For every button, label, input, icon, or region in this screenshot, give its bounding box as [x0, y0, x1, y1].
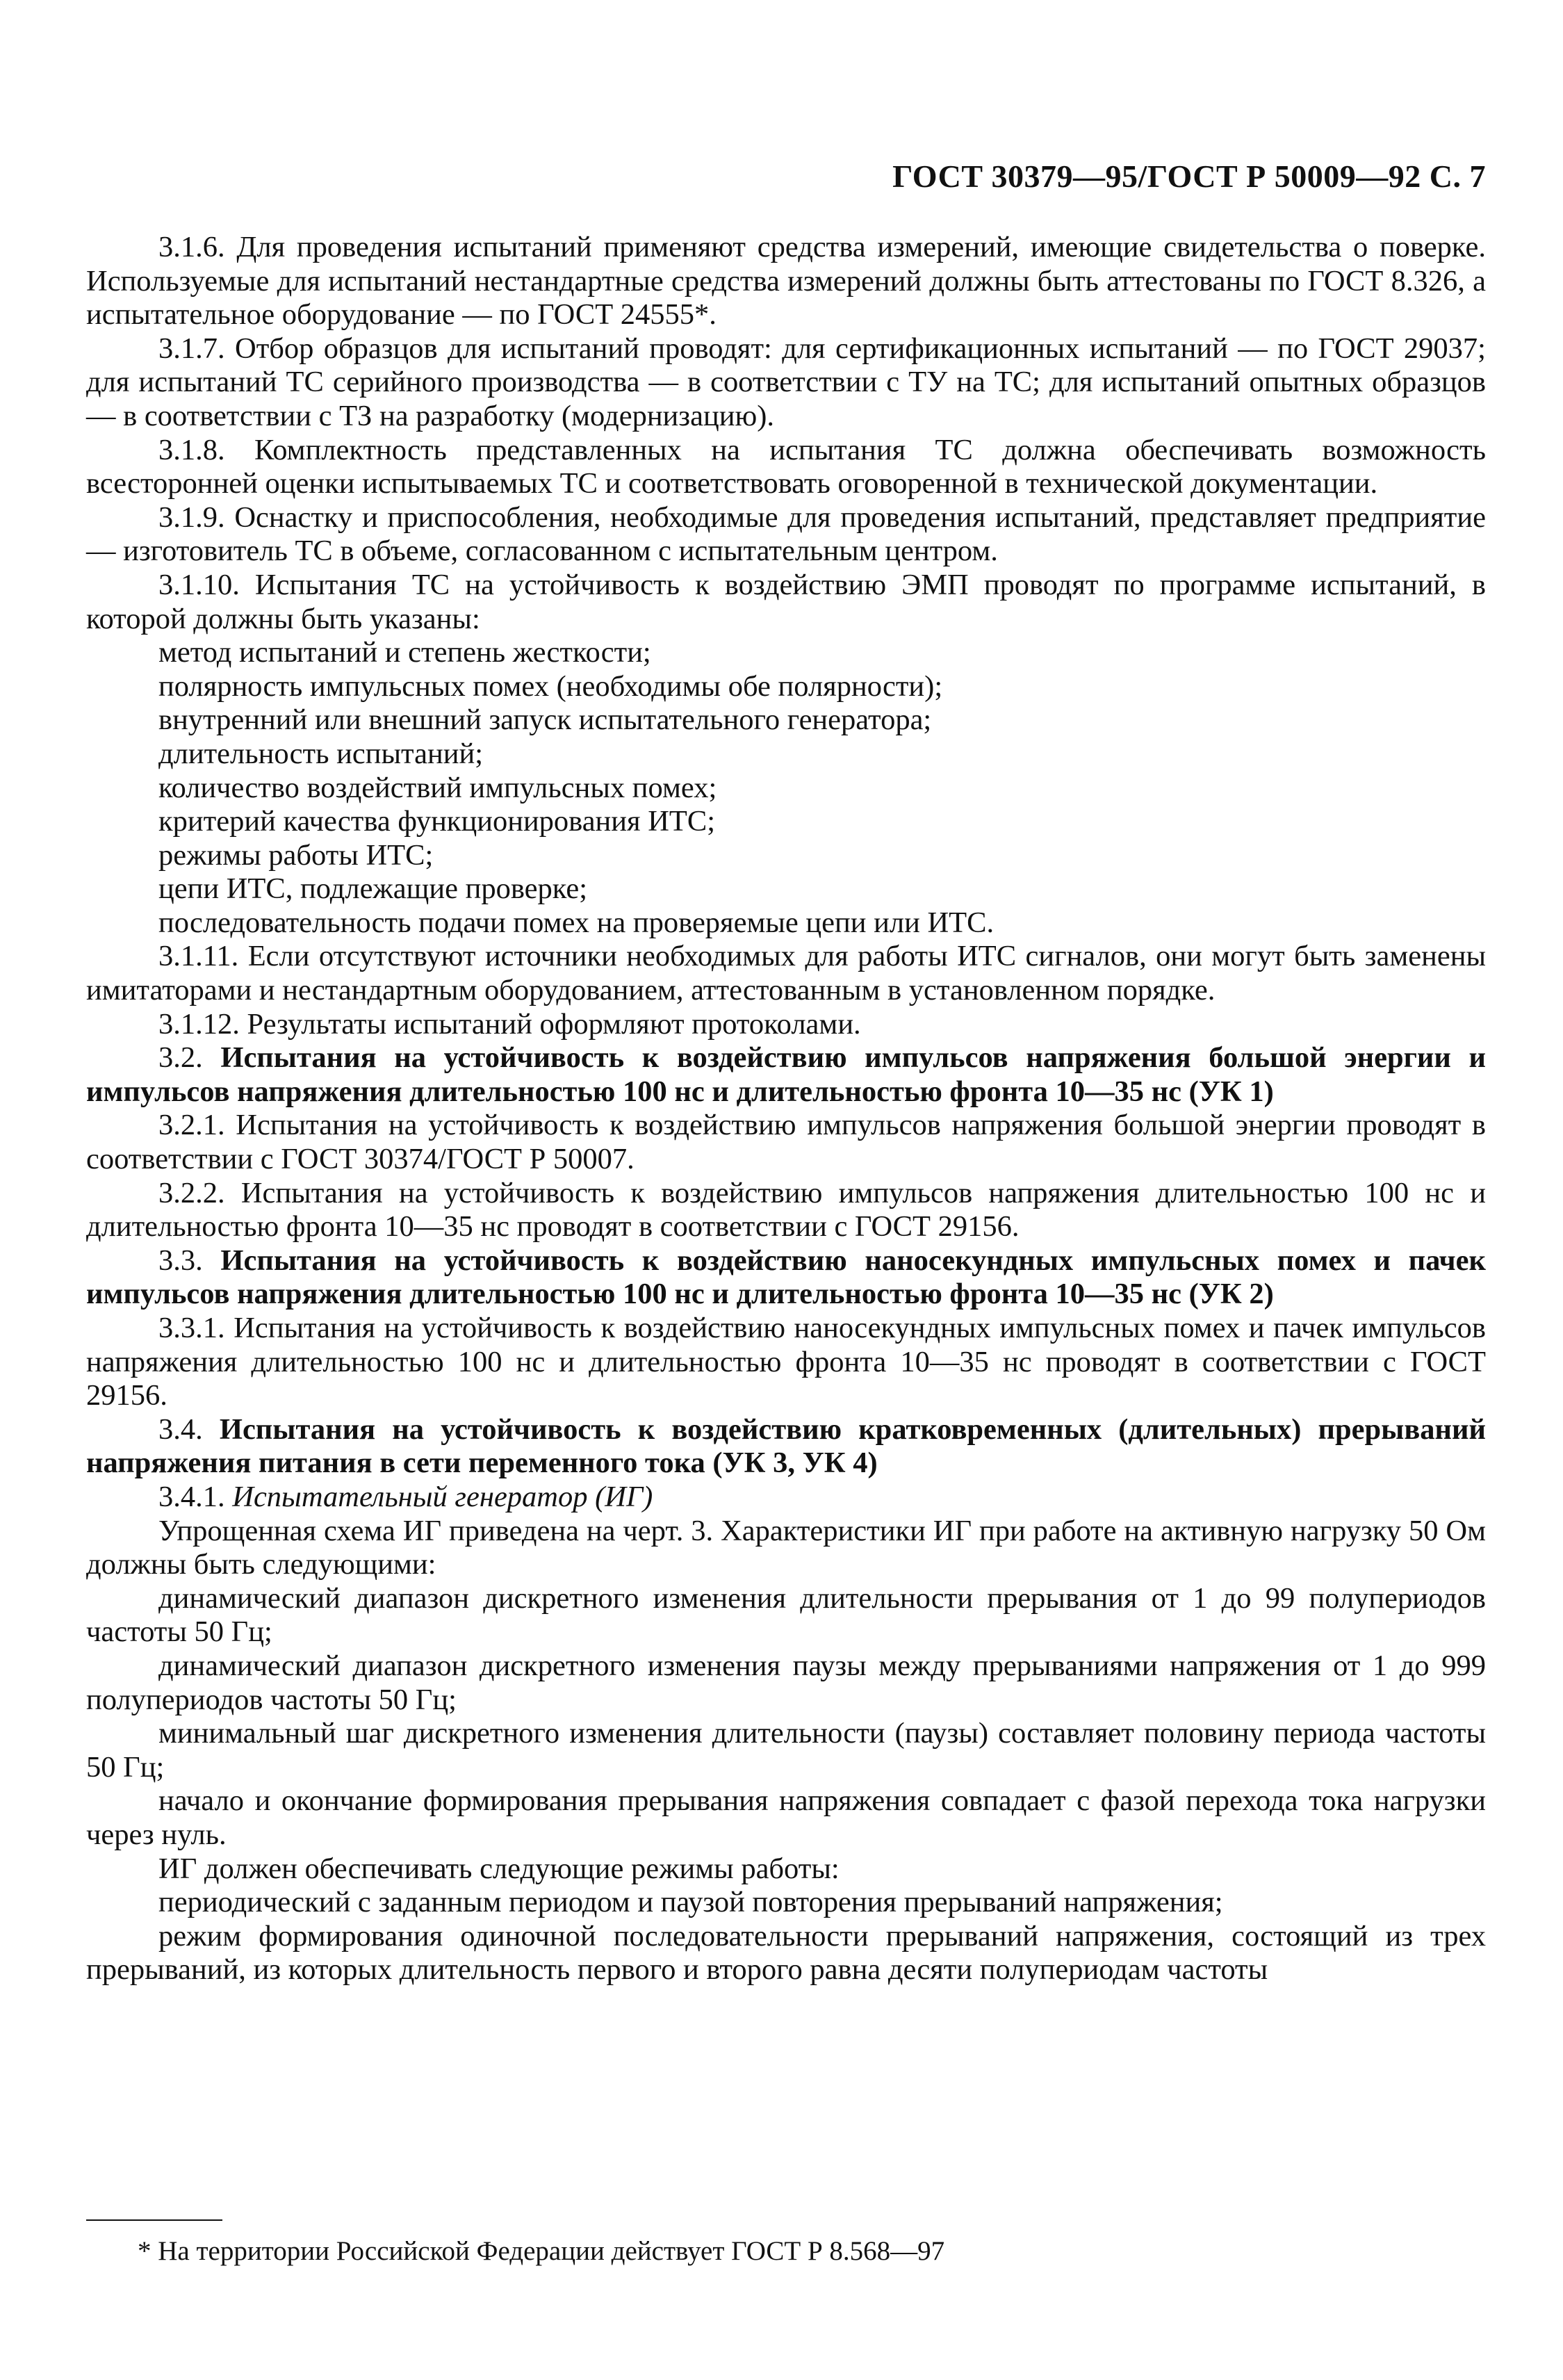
section-title: Испытания на устойчивость к воздействию наносекундных импульсных помех и пачек импульсов напряжения длительностью 100 нс и длительностью фронта 10—35 нс (УК 2): [86, 1244, 1486, 1311]
characteristic-item: динамический диапазон дискретного изменения паузы между прерываниями напряжения от 1 до 999 полупериодов частоты 50 Гц;: [86, 1649, 1486, 1716]
section-number: 3.3.: [158, 1244, 221, 1277]
program-item: критерий качества функционирования ИТС;: [158, 805, 716, 838]
mode-item: режим формирования одиночной последовательности прерываний напряжения, состоящий из трех прерываний, из которых длительность первого и второго равна десяти полупериодам частоты: [86, 1919, 1486, 1987]
paragraph-3-1-9: 3.1.9. Оснастку и приспособления, необходимые для проведения испытаний, представляет предприятие — изготовитель ТС в объеме, согласованном с испытательным центром.: [86, 500, 1486, 568]
section-3-4-heading: [86, 1413, 1486, 1481]
modes-intro: ИГ должен обеспечивать следующие режимы работы:: [158, 1852, 840, 1885]
paragraph-3-1-11: 3.1.11. Если отсутствуют источники необходимых для работы ИТС сигналов, они могут быть заменены имитаторами и нестандартным оборудованием, аттестованным в установленном порядке.: [86, 940, 1486, 1007]
section-3-2-heading: [86, 1041, 1486, 1109]
mode-item: периодический с заданным периодом и паузой повторения прерываний напряжения;: [158, 1886, 1223, 1919]
section-title: Испытания на устойчивость к воздействию кратковременных (длительных) прерываний напряжения питания в сети переменного тока (УК 3, УК 4): [86, 1412, 1486, 1480]
paragraph-3-1-7: 3.1.7. Отбор образцов для испытаний проводят: для сертификационных испытаний — по ГОСТ 29037; для испытаний ТС серийного производства — в соответствии с ТУ на ТС; для испытаний опытных образцов — в соответствии с ТЗ на разработку (модернизацию).: [86, 332, 1486, 432]
section-title: Испытательный генератор (ИГ): [232, 1480, 653, 1513]
paragraph-3-2-1: 3.2.1. Испытания на устойчивость к воздействию импульсов напряжения большой энергии проводят в соответствии с ГОСТ 30374/ГОСТ Р 50007.: [86, 1109, 1486, 1176]
characteristic-item: начало и окончание формирования прерывания напряжения совпадает с фазой перехода тока нагрузки через нуль.: [86, 1784, 1486, 1851]
section-number: 3.2.: [158, 1041, 221, 1075]
program-item: метод испытаний и степень жесткости;: [158, 636, 651, 669]
page-header: ГОСТ 30379—95/ГОСТ Р 50009—92 С. 7: [892, 158, 1486, 194]
program-item: количество воздействий импульсных помех;: [158, 771, 717, 804]
program-item: длительность испытаний;: [158, 737, 484, 770]
paragraph-3-3-1: 3.3.1. Испытания на устойчивость к воздействию наносекундных импульсных помех и пачек импульсов напряжения длительностью 100 нс и длительностью фронта 10—35 нс проводят в соответствии с ГОСТ 29156.: [86, 1312, 1486, 1412]
paragraph-3-1-8: 3.1.8. Комплектность представленных на испытания ТС должна обеспечивать возможность всесторонней оценки испытываемых ТС и соответствовать оговоренной в технической документации.: [86, 433, 1486, 500]
program-item: последовательность подачи помех на проверяемые цепи или ИТС.: [158, 906, 995, 939]
characteristic-item: минимальный шаг дискретного изменения длительности (паузы) составляет половину периода частоты 50 Гц;: [86, 1717, 1486, 1784]
program-item: внутренний или внешний запуск испытательного генератора;: [158, 703, 932, 737]
document-body: [86, 231, 1486, 1987]
section-number: 3.4.: [158, 1412, 220, 1446]
section-3-4-1-heading: [86, 1481, 1486, 1515]
paragraph-3-1-6: 3.1.6. Для проведения испытаний применяют средства измерений, имеющие свидетельства о поверке. Используемые для испытаний нестандартные средства измерений должны быть аттестованы по ГОСТ 8.326, а испытательное оборудование — по ГОСТ 24555*.: [86, 231, 1486, 332]
program-item: режимы работы ИТС;: [158, 838, 434, 872]
paragraph-scheme: Упрощенная схема ИГ приведена на черт. 3. Характеристики ИГ при работе на активную нагрузку 50 Ом должны быть следующими:: [86, 1514, 1486, 1581]
characteristic-item: динамический диапазон дискретного изменения длительности прерывания от 1 до 99 полупериодов частоты 50 Гц;: [86, 1581, 1486, 1649]
footnote-divider: [86, 2219, 222, 2221]
footnote: * На территории Российской Федерации действует ГОСТ Р 8.568—97: [138, 2236, 945, 2266]
document-page: [86, 157, 1486, 1987]
paragraph-3-1-12: 3.1.12. Результаты испытаний оформляют протоколами.: [158, 1007, 861, 1041]
section-title: Испытания на устойчивость к воздействию импульсов напряжения большой энергии и импульсов напряжения длительностью 100 нс и длительностью фронта 10—35 нс (УК 1): [86, 1041, 1486, 1108]
program-item: полярность импульсных помех (необходимы обе полярности);: [158, 669, 943, 703]
paragraph-3-1-10: 3.1.10. Испытания ТС на устойчивость к воздействию ЭМП проводят по программе испытаний, в которой должны быть указаны:: [86, 568, 1486, 635]
section-number: 3.4.1.: [158, 1480, 233, 1513]
program-item: цепи ИТС, подлежащие проверке;: [158, 872, 588, 906]
paragraph-3-2-2: 3.2.2. Испытания на устойчивость к воздействию импульсов напряжения длительностью 100 нс и длительностью фронта 10—35 нс проводят в соответствии с ГОСТ 29156.: [86, 1176, 1486, 1244]
section-3-3-heading: [86, 1244, 1486, 1312]
